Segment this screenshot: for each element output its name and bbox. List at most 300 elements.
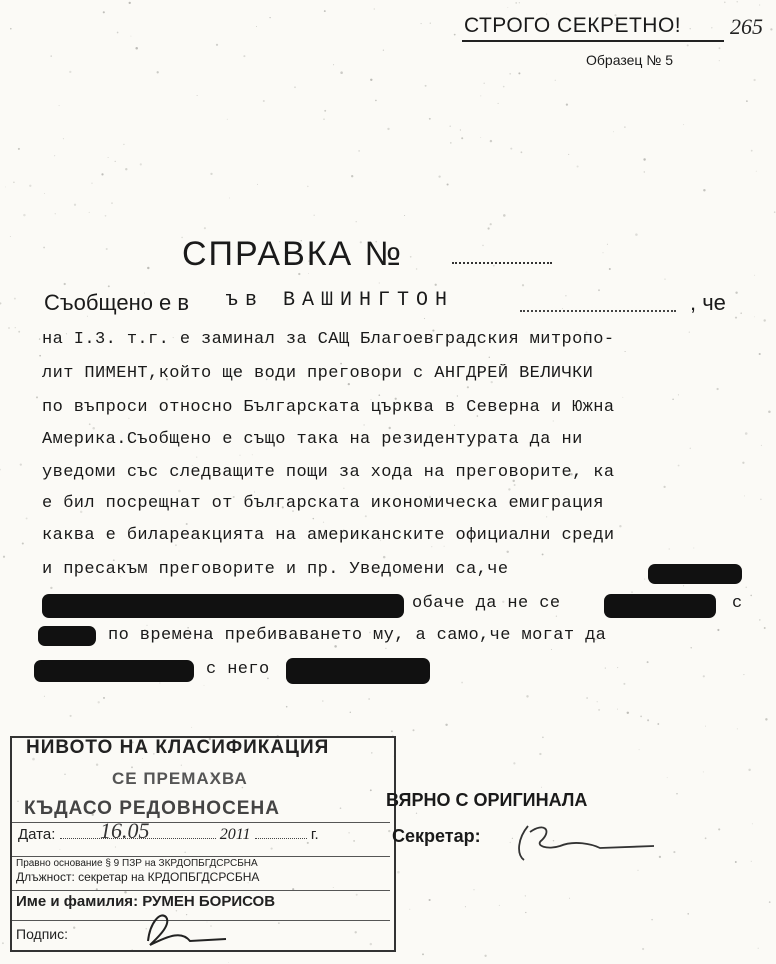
body-line-7: каква е билареакцията на американските официални среди xyxy=(42,526,615,545)
paper-speck xyxy=(607,244,608,245)
paper-speck xyxy=(449,126,450,127)
paper-speck xyxy=(257,184,258,185)
paper-speck xyxy=(350,712,351,713)
paper-speck xyxy=(111,202,113,204)
body-line-2: лит ПИМЕНТ,който ще води преговори с АНГДРЕЙ ВЕЛИЧКИ xyxy=(42,364,594,383)
paper-speck xyxy=(98,701,100,703)
paper-speck xyxy=(375,100,377,102)
paper-speck xyxy=(59,105,60,106)
paper-speck xyxy=(22,542,24,544)
paper-speck xyxy=(431,546,432,547)
paper-speck xyxy=(711,27,712,28)
paper-speck xyxy=(0,302,1,304)
paper-speck xyxy=(735,292,737,294)
paper-speck xyxy=(586,697,588,699)
paper-speck xyxy=(343,488,344,489)
paper-speck xyxy=(718,828,720,830)
paper-speck xyxy=(613,131,614,132)
paper-speck xyxy=(256,26,257,27)
reported-suffix: , че xyxy=(690,290,726,315)
paper-speck xyxy=(74,204,76,206)
paper-speck xyxy=(609,268,611,270)
paper-speck xyxy=(23,214,25,216)
paper-speck xyxy=(759,619,761,621)
paper-speck xyxy=(754,316,755,317)
paper-speck xyxy=(499,905,500,906)
paper-speck xyxy=(324,110,326,112)
paper-speck xyxy=(690,28,691,29)
paper-speck xyxy=(737,1,738,2)
paper-speck xyxy=(484,955,486,957)
stamp-divider xyxy=(12,822,390,823)
paper-speck xyxy=(763,319,765,321)
paper-speck xyxy=(754,275,755,276)
paper-speck xyxy=(64,283,66,285)
redaction-block xyxy=(34,660,194,682)
paper-speck xyxy=(724,2,726,4)
paper-speck xyxy=(541,787,542,788)
paper-speck xyxy=(178,490,181,493)
paper-speck xyxy=(252,454,253,455)
paper-speck xyxy=(365,515,367,517)
paper-speck xyxy=(89,212,90,213)
paper-speck xyxy=(510,148,512,150)
redaction-block xyxy=(286,658,430,684)
paper-speck xyxy=(322,700,324,702)
paper-speck xyxy=(752,824,753,825)
paper-speck xyxy=(624,126,625,127)
paper-speck xyxy=(2,942,4,944)
paper-speck xyxy=(269,17,270,18)
classification-label: СТРОГО СЕКРЕТНО! xyxy=(464,14,682,37)
paper-speck xyxy=(204,227,206,229)
paper-speck xyxy=(135,47,138,50)
paper-speck xyxy=(539,753,541,755)
paper-speck xyxy=(514,484,516,486)
paper-speck xyxy=(191,727,192,728)
paper-speck xyxy=(370,79,372,81)
paper-speck xyxy=(26,517,28,519)
paper-speck xyxy=(450,142,452,144)
paper-speck xyxy=(703,189,705,191)
paper-speck xyxy=(625,351,626,352)
paper-speck xyxy=(101,173,103,175)
paper-speck xyxy=(751,861,752,862)
paper-speck xyxy=(748,769,750,771)
paper-speck xyxy=(197,95,198,96)
paper-speck xyxy=(125,168,127,170)
paper-speck xyxy=(551,649,552,650)
paper-speck xyxy=(358,150,360,152)
paper-speck xyxy=(216,44,218,46)
paper-speck xyxy=(69,71,71,73)
paper-speck xyxy=(333,64,334,65)
paper-speck xyxy=(465,906,466,907)
paper-speck xyxy=(379,283,380,284)
paper-speck xyxy=(129,2,131,4)
paper-speck xyxy=(483,82,485,84)
paper-speck xyxy=(445,724,447,726)
paper-speck xyxy=(430,23,431,24)
paper-speck xyxy=(690,647,691,648)
paper-speck xyxy=(0,469,1,471)
body-line-3: по въпроси относно Българската църква в Северна и Южна xyxy=(42,398,615,417)
document-title: СПРАВКА № xyxy=(182,235,404,273)
paper-speck xyxy=(378,394,380,396)
paper-speck xyxy=(751,150,753,152)
paper-speck xyxy=(106,248,108,250)
paper-speck xyxy=(740,312,742,314)
paper-speck xyxy=(457,395,458,396)
paper-speck xyxy=(746,100,748,102)
paper-speck xyxy=(569,898,570,899)
paper-speck xyxy=(676,793,677,794)
stamp-date-row xyxy=(18,826,319,844)
paper-speck xyxy=(460,129,461,130)
paper-speck xyxy=(635,233,638,236)
paper-speck xyxy=(3,556,5,558)
paper-speck xyxy=(687,913,688,914)
paper-speck xyxy=(525,912,526,913)
classification-underline xyxy=(462,40,724,42)
paper-speck xyxy=(10,236,11,237)
body-line-10: по времена пребиваването му, а само,че могат да xyxy=(108,626,607,645)
paper-speck xyxy=(324,10,326,12)
paper-speck xyxy=(647,661,649,663)
paper-speck xyxy=(503,86,505,88)
paper-speck xyxy=(323,522,324,523)
stamp-signature xyxy=(130,905,240,951)
body-line-9-end: с xyxy=(732,594,743,613)
paper-speck xyxy=(140,163,142,165)
paper-speck xyxy=(617,667,618,668)
paper-speck xyxy=(115,161,116,162)
body-line-11: с него xyxy=(206,660,270,679)
body-line-8: и пресакъм преговорите и пр. Уведомени са,че xyxy=(42,560,509,579)
paper-speck xyxy=(286,706,288,708)
paper-speck xyxy=(716,388,718,390)
stamp-date-value: 16.05 xyxy=(100,818,150,843)
paper-speck xyxy=(770,28,772,30)
body-line-1: на I.3. т.г. е заминал за САЩ Благоевградския митропо- xyxy=(42,330,615,349)
paper-speck xyxy=(769,901,771,903)
paper-speck xyxy=(422,953,424,955)
paper-speck xyxy=(577,165,579,167)
place-blank xyxy=(520,310,676,312)
paper-speck xyxy=(18,331,20,333)
paper-speck xyxy=(89,423,91,425)
redaction-block xyxy=(604,594,716,618)
paper-speck xyxy=(10,28,12,30)
paper-speck xyxy=(758,948,759,949)
paper-speck xyxy=(508,488,510,490)
paper-speck xyxy=(665,279,666,280)
paper-speck xyxy=(103,11,105,13)
paper-speck xyxy=(227,119,228,120)
paper-speck xyxy=(562,308,563,309)
paper-speck xyxy=(603,252,604,253)
stamp-authority: КЪДАСО РЕДОВНОСЕНА xyxy=(24,798,280,819)
stamp-date-label: Дата: xyxy=(18,826,56,843)
paper-speck xyxy=(91,183,92,184)
true-copy-label: ВЯРНО С ОРИГИНАЛА xyxy=(386,790,588,810)
paper-speck xyxy=(429,899,431,901)
paper-speck xyxy=(243,55,245,57)
paper-speck xyxy=(765,718,767,720)
paper-speck xyxy=(642,948,644,950)
paper-speck xyxy=(13,181,15,183)
paper-speck xyxy=(719,47,721,49)
paper-speck xyxy=(123,144,124,145)
paper-speck xyxy=(128,418,129,419)
stamp-date-year: 2011 xyxy=(219,826,251,843)
paper-speck xyxy=(307,186,309,188)
paper-speck xyxy=(159,682,160,683)
paper-speck xyxy=(44,193,45,194)
paper-speck xyxy=(461,682,463,684)
paper-speck xyxy=(667,777,668,778)
paper-speck xyxy=(556,616,557,617)
paper-speck xyxy=(229,198,230,199)
paper-speck xyxy=(36,396,38,398)
paper-speck xyxy=(473,889,474,890)
paper-speck xyxy=(482,245,484,247)
paper-speck xyxy=(413,729,415,731)
paper-speck xyxy=(756,171,757,172)
paper-speck xyxy=(568,154,569,155)
paper-speck xyxy=(50,587,52,589)
paper-speck xyxy=(383,50,384,51)
paper-speck xyxy=(210,173,212,175)
paper-speck xyxy=(313,518,314,519)
paper-speck xyxy=(334,645,337,648)
paper-speck xyxy=(43,247,45,249)
paper-speck xyxy=(421,23,422,24)
paper-speck xyxy=(678,394,679,395)
paper-speck xyxy=(39,338,40,339)
paper-speck xyxy=(703,675,705,677)
page-number: 265 xyxy=(730,14,763,39)
paper-speck xyxy=(657,723,659,725)
paper-speck xyxy=(519,2,520,3)
paper-speck xyxy=(356,221,357,222)
redaction-block xyxy=(648,564,742,584)
paper-speck xyxy=(425,85,427,87)
paper-speck xyxy=(63,138,64,139)
paper-speck xyxy=(14,298,16,300)
secretary-label: Секретар: xyxy=(392,826,481,846)
paper-speck xyxy=(29,185,31,187)
paper-speck xyxy=(387,128,389,130)
paper-speck xyxy=(605,668,606,669)
paper-speck xyxy=(454,425,455,426)
paper-speck xyxy=(239,455,240,456)
stamp-date-suffix: г. xyxy=(310,826,319,843)
paper-speck xyxy=(498,103,499,104)
paper-speck xyxy=(385,648,386,649)
redaction-block xyxy=(38,626,96,646)
paper-speck xyxy=(693,548,694,549)
paper-speck xyxy=(737,728,738,729)
paper-speck xyxy=(444,546,445,547)
paper-speck xyxy=(542,736,544,738)
paper-speck xyxy=(743,674,744,675)
paper-speck xyxy=(438,175,440,177)
paper-speck xyxy=(521,151,523,153)
paper-speck xyxy=(50,55,51,56)
body-line-5: уведоми със следващите пощи за хода на преговорите, ка xyxy=(42,463,615,482)
paper-speck xyxy=(598,289,600,291)
stamp-position: Длъжност: секретар на КРДОПБГДСРСБНА xyxy=(16,870,260,884)
paper-speck xyxy=(454,34,456,36)
secretary-signature xyxy=(504,810,664,870)
paper-speck xyxy=(663,486,665,488)
paper-speck xyxy=(542,553,544,555)
paper-speck xyxy=(340,71,343,74)
stamp-legal-basis: Правно основание § 9 ПЗР на ЗКРДОПБГДСРСБНА xyxy=(16,858,258,869)
paper-speck xyxy=(55,213,56,214)
paper-speck xyxy=(348,383,350,385)
paper-speck xyxy=(254,492,255,493)
paper-speck xyxy=(566,104,568,106)
paper-speck xyxy=(735,317,737,319)
paper-speck xyxy=(526,695,528,697)
paper-speck xyxy=(631,591,633,593)
paper-speck xyxy=(117,32,119,34)
paper-speck xyxy=(522,284,524,286)
paper-speck xyxy=(480,137,481,138)
paper-speck xyxy=(488,227,490,229)
paper-speck xyxy=(351,175,353,177)
paper-speck xyxy=(105,215,107,217)
form-sample-label: Образец № 5 xyxy=(586,52,673,68)
paper-speck xyxy=(391,730,393,732)
paper-speck xyxy=(639,749,640,750)
paper-speck xyxy=(294,86,296,88)
paper-speck xyxy=(623,683,625,685)
paper-speck xyxy=(410,256,412,258)
paper-speck xyxy=(490,223,492,225)
paper-speck xyxy=(383,556,386,559)
stamp-divider xyxy=(12,856,390,857)
paper-speck xyxy=(598,709,600,711)
paper-speck xyxy=(555,80,556,81)
paper-speck xyxy=(228,962,229,963)
paper-speck xyxy=(683,585,684,586)
paper-speck xyxy=(480,95,481,96)
paper-speck xyxy=(518,72,520,74)
paper-speck xyxy=(509,73,511,75)
paper-speck xyxy=(643,158,645,160)
paper-speck xyxy=(374,8,375,9)
paper-speck xyxy=(513,762,515,764)
paper-speck xyxy=(774,211,776,213)
paper-speck xyxy=(130,36,131,37)
paper-speck xyxy=(489,357,490,358)
stamp-heading: НИВОТО НА КЛАСИФИКАЦИЯ xyxy=(26,737,330,758)
paper-speck xyxy=(409,909,410,910)
paper-speck xyxy=(313,214,315,216)
reported-place: ъв ВАШИНГТОН xyxy=(226,289,455,312)
body-line-4: Америка.Съобщено е също така на резидентурата да ни xyxy=(42,430,583,449)
paper-speck xyxy=(506,551,508,553)
paper-speck xyxy=(735,861,737,863)
paper-speck xyxy=(108,157,109,158)
paper-speck xyxy=(196,457,197,458)
paper-speck xyxy=(157,71,159,73)
paper-speck xyxy=(503,214,506,217)
paper-speck xyxy=(703,771,704,772)
body-line-9: обаче да не се xyxy=(412,594,561,613)
paper-speck xyxy=(759,353,761,355)
paper-speck xyxy=(669,548,670,549)
paper-speck xyxy=(103,697,105,699)
reported-prefix: Съобщено е в xyxy=(44,290,190,315)
paper-speck xyxy=(147,267,149,269)
redaction-block xyxy=(42,594,404,618)
paper-speck xyxy=(389,427,391,429)
paper-speck xyxy=(493,265,495,267)
paper-speck xyxy=(746,587,747,588)
paper-speck xyxy=(397,871,400,874)
paper-speck xyxy=(565,295,566,296)
paper-speck xyxy=(15,327,16,328)
paper-speck xyxy=(108,285,110,287)
paper-speck xyxy=(18,148,20,150)
body-line-6: е бил посрещнат от българската икономическа емиграция xyxy=(42,494,604,513)
paper-speck xyxy=(467,386,469,388)
paper-speck xyxy=(647,719,649,721)
paper-speck xyxy=(644,171,645,172)
paper-speck xyxy=(705,726,706,727)
paper-speck xyxy=(553,420,554,421)
paper-speck xyxy=(627,712,629,714)
paper-speck xyxy=(435,284,437,286)
paper-speck xyxy=(8,327,10,329)
paper-speck xyxy=(687,44,689,46)
title-number-blank xyxy=(452,262,552,264)
paper-speck xyxy=(323,119,324,120)
paper-speck xyxy=(186,523,188,525)
paper-speck xyxy=(368,698,369,699)
paper-speck xyxy=(204,685,205,686)
paper-speck xyxy=(719,60,720,61)
stamp-name: Име и фамилия: РУМЕН БОРИСОВ xyxy=(16,893,276,910)
paper-speck xyxy=(705,837,707,839)
paper-speck xyxy=(54,155,55,156)
paper-speck xyxy=(673,851,675,853)
paper-speck xyxy=(515,2,517,4)
paper-speck xyxy=(447,183,449,185)
paper-speck xyxy=(416,268,417,269)
paper-speck xyxy=(404,215,405,216)
paper-speck xyxy=(759,5,760,6)
paper-speck xyxy=(617,709,618,710)
paper-speck xyxy=(429,118,431,120)
stamp-signature-label: Подпис: xyxy=(16,926,69,942)
paper-speck xyxy=(651,919,653,921)
paper-speck xyxy=(461,137,463,139)
paper-speck xyxy=(525,895,526,896)
paper-speck xyxy=(70,715,72,717)
paper-speck xyxy=(490,140,492,142)
paper-speck xyxy=(363,424,364,425)
paper-speck xyxy=(753,79,755,81)
paper-speck xyxy=(683,124,684,125)
paper-speck xyxy=(39,355,41,357)
paper-speck xyxy=(640,716,642,718)
paper-speck xyxy=(416,813,417,814)
